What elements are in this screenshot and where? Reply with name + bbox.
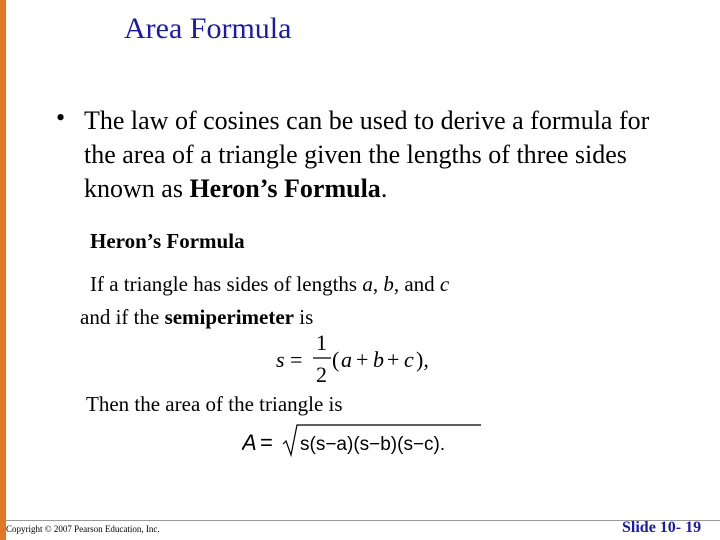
bullet-marker: • — [56, 103, 66, 132]
svg-text:+: + — [387, 347, 400, 372]
svg-text:A: A — [242, 430, 257, 455]
separator-1: , — [372, 272, 384, 296]
side-c: c — [439, 272, 450, 296]
slide-number: Slide 10- 19 — [622, 519, 702, 536]
svg-text:s(s−a)(s−b)(s−c).: s(s−a)(s−b)(s−c). — [300, 434, 446, 455]
svg-text:+: + — [356, 347, 369, 372]
subheading: Heron’s Formula — [90, 229, 245, 253]
svg-text:b: b — [373, 347, 384, 372]
semiperimeter-sentence-start: and if the — [80, 305, 165, 329]
side-b: b — [383, 272, 394, 296]
semiperimeter-formula — [276, 333, 446, 385]
footer-divider — [5, 520, 720, 521]
svg-text:1: 1 — [316, 333, 327, 355]
semiperimeter-term: semiperimeter — [164, 305, 294, 329]
area-sentence: Then the area of the triangle is — [86, 392, 343, 416]
separator-2: , and — [393, 272, 440, 296]
left-divider — [5, 0, 6, 540]
semiperimeter-sentence — [80, 305, 313, 330]
bullet-text — [84, 104, 684, 206]
svg-text:s: s — [276, 347, 285, 372]
bullet-text-start: The law of cosines can be used to derive a formula for the area of a triangle given the lengths of three sides known as — [84, 106, 650, 203]
sides-sentence — [90, 272, 449, 297]
semiperimeter-sentence-end: is — [294, 305, 314, 329]
svg-text:a: a — [341, 347, 352, 372]
svg-text:=: = — [290, 347, 303, 372]
svg-text:2: 2 — [316, 362, 327, 385]
svg-text:=: = — [260, 430, 273, 455]
slide-title: Area Formula — [124, 12, 292, 45]
svg-text:(: ( — [332, 347, 340, 372]
bullet-text-end: . — [380, 174, 388, 203]
copyright-notice: Copyright © 2007 Pearson Education, Inc. — [6, 524, 160, 534]
area-formula — [242, 422, 488, 458]
svg-text:),: ), — [416, 347, 429, 372]
svg-text:c: c — [404, 347, 414, 372]
herons-formula-emphasis: Heron’s Formula — [189, 174, 381, 203]
sides-sentence-start: If a triangle has sides of lengths — [90, 272, 363, 296]
side-a: a — [362, 272, 373, 296]
